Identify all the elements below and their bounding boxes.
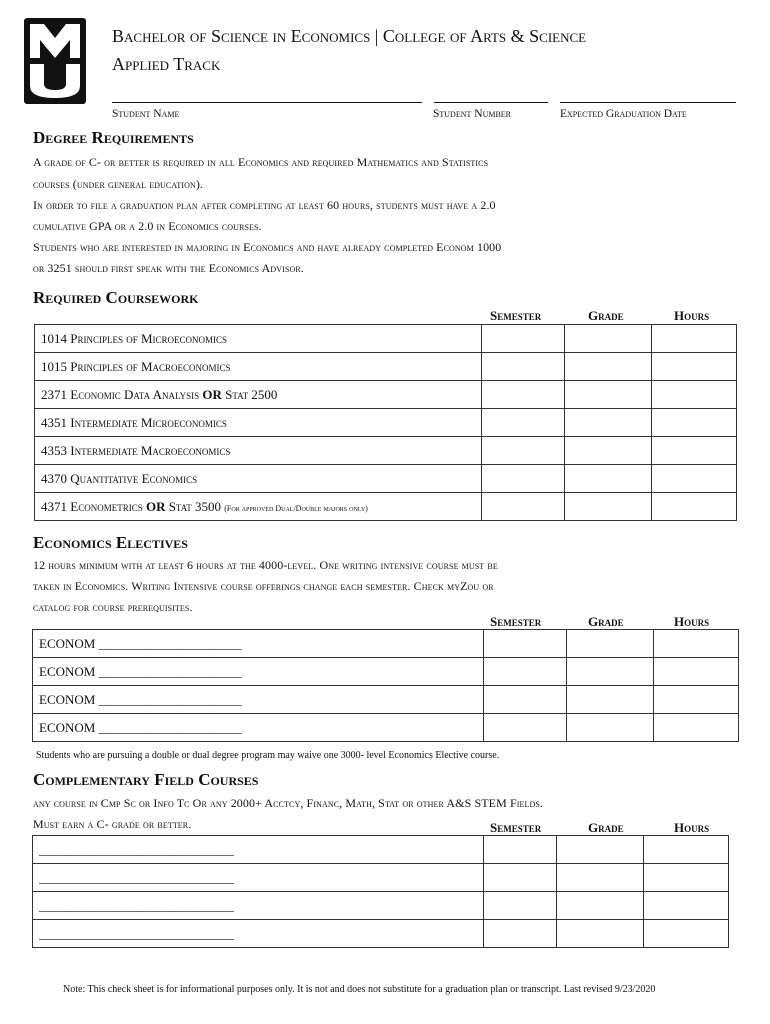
- course-name: 4370 Quantitative Economics: [35, 465, 482, 493]
- grade-cell[interactable]: [565, 437, 652, 465]
- elective-entry[interactable]: ECONOM ______________________: [33, 714, 484, 742]
- hours-cell[interactable]: [644, 864, 729, 892]
- student-number-label: Student Number: [433, 108, 512, 120]
- grade-cell[interactable]: [565, 409, 652, 437]
- graduation-date-label: Expected Graduation Date: [560, 108, 687, 120]
- hours-cell[interactable]: [644, 892, 729, 920]
- table-row: [33, 658, 739, 686]
- grade-cell[interactable]: [567, 658, 654, 686]
- table-row: [33, 892, 729, 920]
- complementary-entry[interactable]: ______________________________: [33, 864, 484, 892]
- table-row: [33, 864, 729, 892]
- or-emphasis: OR: [145, 498, 166, 514]
- table-row: [35, 409, 737, 437]
- mu-logo: [24, 18, 86, 104]
- grade-column-header: Grade: [588, 614, 624, 629]
- semester-cell[interactable]: [484, 630, 567, 658]
- hours-cell[interactable]: [654, 686, 739, 714]
- complementary-entry[interactable]: ______________________________: [33, 892, 484, 920]
- grade-column-header: Grade: [588, 308, 624, 323]
- table-row: [33, 630, 739, 658]
- degree-req-line: courses (under general education).: [33, 177, 204, 191]
- semester-cell[interactable]: [484, 920, 557, 948]
- grade-cell[interactable]: [557, 892, 644, 920]
- complementary-heading: Complementary Field Courses: [33, 770, 259, 789]
- degree-req-line: cumulative GPA or a 2.0 in Economics courses.: [33, 219, 262, 233]
- hours-column-header: Hours: [674, 820, 710, 835]
- grade-cell[interactable]: [567, 630, 654, 658]
- semester-cell[interactable]: [482, 325, 565, 353]
- semester-cell[interactable]: [484, 892, 557, 920]
- graduation-date-line[interactable]: [560, 102, 736, 103]
- economics-electives-heading: Economics Electives: [33, 533, 188, 552]
- hours-cell[interactable]: [644, 836, 729, 864]
- table-row: [33, 920, 729, 948]
- semester-cell[interactable]: [484, 864, 557, 892]
- hours-cell[interactable]: [652, 353, 737, 381]
- hours-column-header: Hours: [674, 614, 710, 629]
- table-row: [35, 381, 737, 409]
- grade-cell[interactable]: [567, 686, 654, 714]
- course-name: 2371 Economic Data Analysis OR Stat 2500: [35, 381, 482, 409]
- table-row: [35, 437, 737, 465]
- hours-cell[interactable]: [652, 437, 737, 465]
- hours-cell[interactable]: [652, 381, 737, 409]
- degree-req-line: Students who are interested in majoring in Economics and have already completed Econom 1000: [33, 240, 502, 254]
- student-name-line[interactable]: [112, 102, 422, 103]
- semester-cell[interactable]: [482, 409, 565, 437]
- table-row: [35, 325, 737, 353]
- grade-cell[interactable]: [565, 381, 652, 409]
- semester-cell[interactable]: [484, 658, 567, 686]
- semester-cell[interactable]: [484, 686, 567, 714]
- semester-cell[interactable]: [482, 437, 565, 465]
- semester-cell[interactable]: [482, 381, 565, 409]
- electives-line: 12 hours minimum with at least 6 hours at the 4000-level. One writing intensive course must be: [33, 558, 498, 572]
- table-row: [33, 836, 729, 864]
- economics-electives-table: [32, 629, 739, 742]
- table-row: [33, 714, 739, 742]
- grade-cell[interactable]: [565, 325, 652, 353]
- grade-cell[interactable]: [567, 714, 654, 742]
- table-row: [35, 465, 737, 493]
- semester-column-header: Semester: [490, 820, 542, 835]
- complementary-line: any course in Cmp Sc or Info Tc Or any 2000+ Acctcy, Financ, Math, Stat or other A&S STEM Fields.: [33, 796, 544, 810]
- complementary-entry[interactable]: ______________________________: [33, 836, 484, 864]
- semester-column-header: Semester: [490, 614, 542, 629]
- semester-cell[interactable]: [484, 836, 557, 864]
- complementary-table: [32, 835, 729, 948]
- or-emphasis: OR: [202, 386, 222, 402]
- hours-cell[interactable]: [652, 409, 737, 437]
- course-name: 1014 Principles of Microeconomics: [35, 325, 482, 353]
- semester-cell[interactable]: [484, 714, 567, 742]
- grade-cell[interactable]: [565, 353, 652, 381]
- hours-cell[interactable]: [654, 714, 739, 742]
- course-name: 4371 Econometrics OR Stat 3500 (For approved Dual/Double majors only): [35, 493, 482, 521]
- hours-cell[interactable]: [654, 630, 739, 658]
- table-row: [35, 353, 737, 381]
- electives-line: taken in Economics. Writing Intensive course offerings change each semester. Check myZou or: [33, 579, 494, 593]
- table-row: [33, 686, 739, 714]
- grade-cell[interactable]: [565, 465, 652, 493]
- elective-entry[interactable]: ECONOM ______________________: [33, 630, 484, 658]
- course-name: 4351 Intermediate Microeconomics: [35, 409, 482, 437]
- complementary-entry[interactable]: ______________________________: [33, 920, 484, 948]
- student-number-line[interactable]: [434, 102, 548, 103]
- semester-column-header: Semester: [490, 308, 542, 323]
- semester-cell[interactable]: [482, 465, 565, 493]
- grade-cell[interactable]: [557, 920, 644, 948]
- grade-column-header: Grade: [588, 820, 624, 835]
- degree-requirements-heading: Degree Requirements: [33, 128, 194, 147]
- semester-cell[interactable]: [482, 353, 565, 381]
- degree-req-line: A grade of C- or better is required in all Economics and required Mathematics and Statistics: [33, 155, 489, 169]
- hours-column-header: Hours: [674, 308, 710, 323]
- hours-cell[interactable]: [652, 493, 737, 521]
- table-row: [35, 493, 737, 521]
- electives-line: catalog for course prerequisites.: [33, 600, 193, 614]
- complementary-line: Must earn a C- grade or better.: [33, 817, 192, 831]
- elective-entry[interactable]: ECONOM ______________________: [33, 686, 484, 714]
- student-name-label: Student Name: [112, 108, 180, 120]
- degree-req-line: or 3251 should first speak with the Economics Advisor.: [33, 261, 304, 275]
- course-name: 1015 Principles of Macroeconomics: [35, 353, 482, 381]
- required-coursework-table: [34, 324, 737, 521]
- grade-cell[interactable]: [565, 493, 652, 521]
- course-footnote: (For approved Dual/Double majors only): [224, 503, 368, 513]
- document-subtitle: Applied Track: [112, 54, 221, 74]
- grade-cell[interactable]: [557, 836, 644, 864]
- course-name: 4353 Intermediate Macroeconomics: [35, 437, 482, 465]
- hours-cell[interactable]: [652, 325, 737, 353]
- elective-entry[interactable]: ECONOM ______________________: [33, 658, 484, 686]
- semester-cell[interactable]: [482, 493, 565, 521]
- grade-cell[interactable]: [557, 864, 644, 892]
- electives-note: Students who are pursuing a double or dual degree program may waive one 3000- level Economics Elective course.: [36, 750, 500, 761]
- hours-cell[interactable]: [652, 465, 737, 493]
- hours-cell[interactable]: [654, 658, 739, 686]
- degree-req-line: In order to file a graduation plan after completing at least 60 hours, students must have a 2.0: [33, 198, 496, 212]
- footer-note: Note: This check sheet is for informational purposes only. It is not and does not substitute for a graduation plan or transcript. Last revised 9/23/2020: [63, 984, 656, 995]
- hours-cell[interactable]: [644, 920, 729, 948]
- required-coursework-heading: Required Coursework: [33, 288, 199, 307]
- document-title: Bachelor of Science in Economics | College of Arts & Science: [112, 26, 587, 46]
